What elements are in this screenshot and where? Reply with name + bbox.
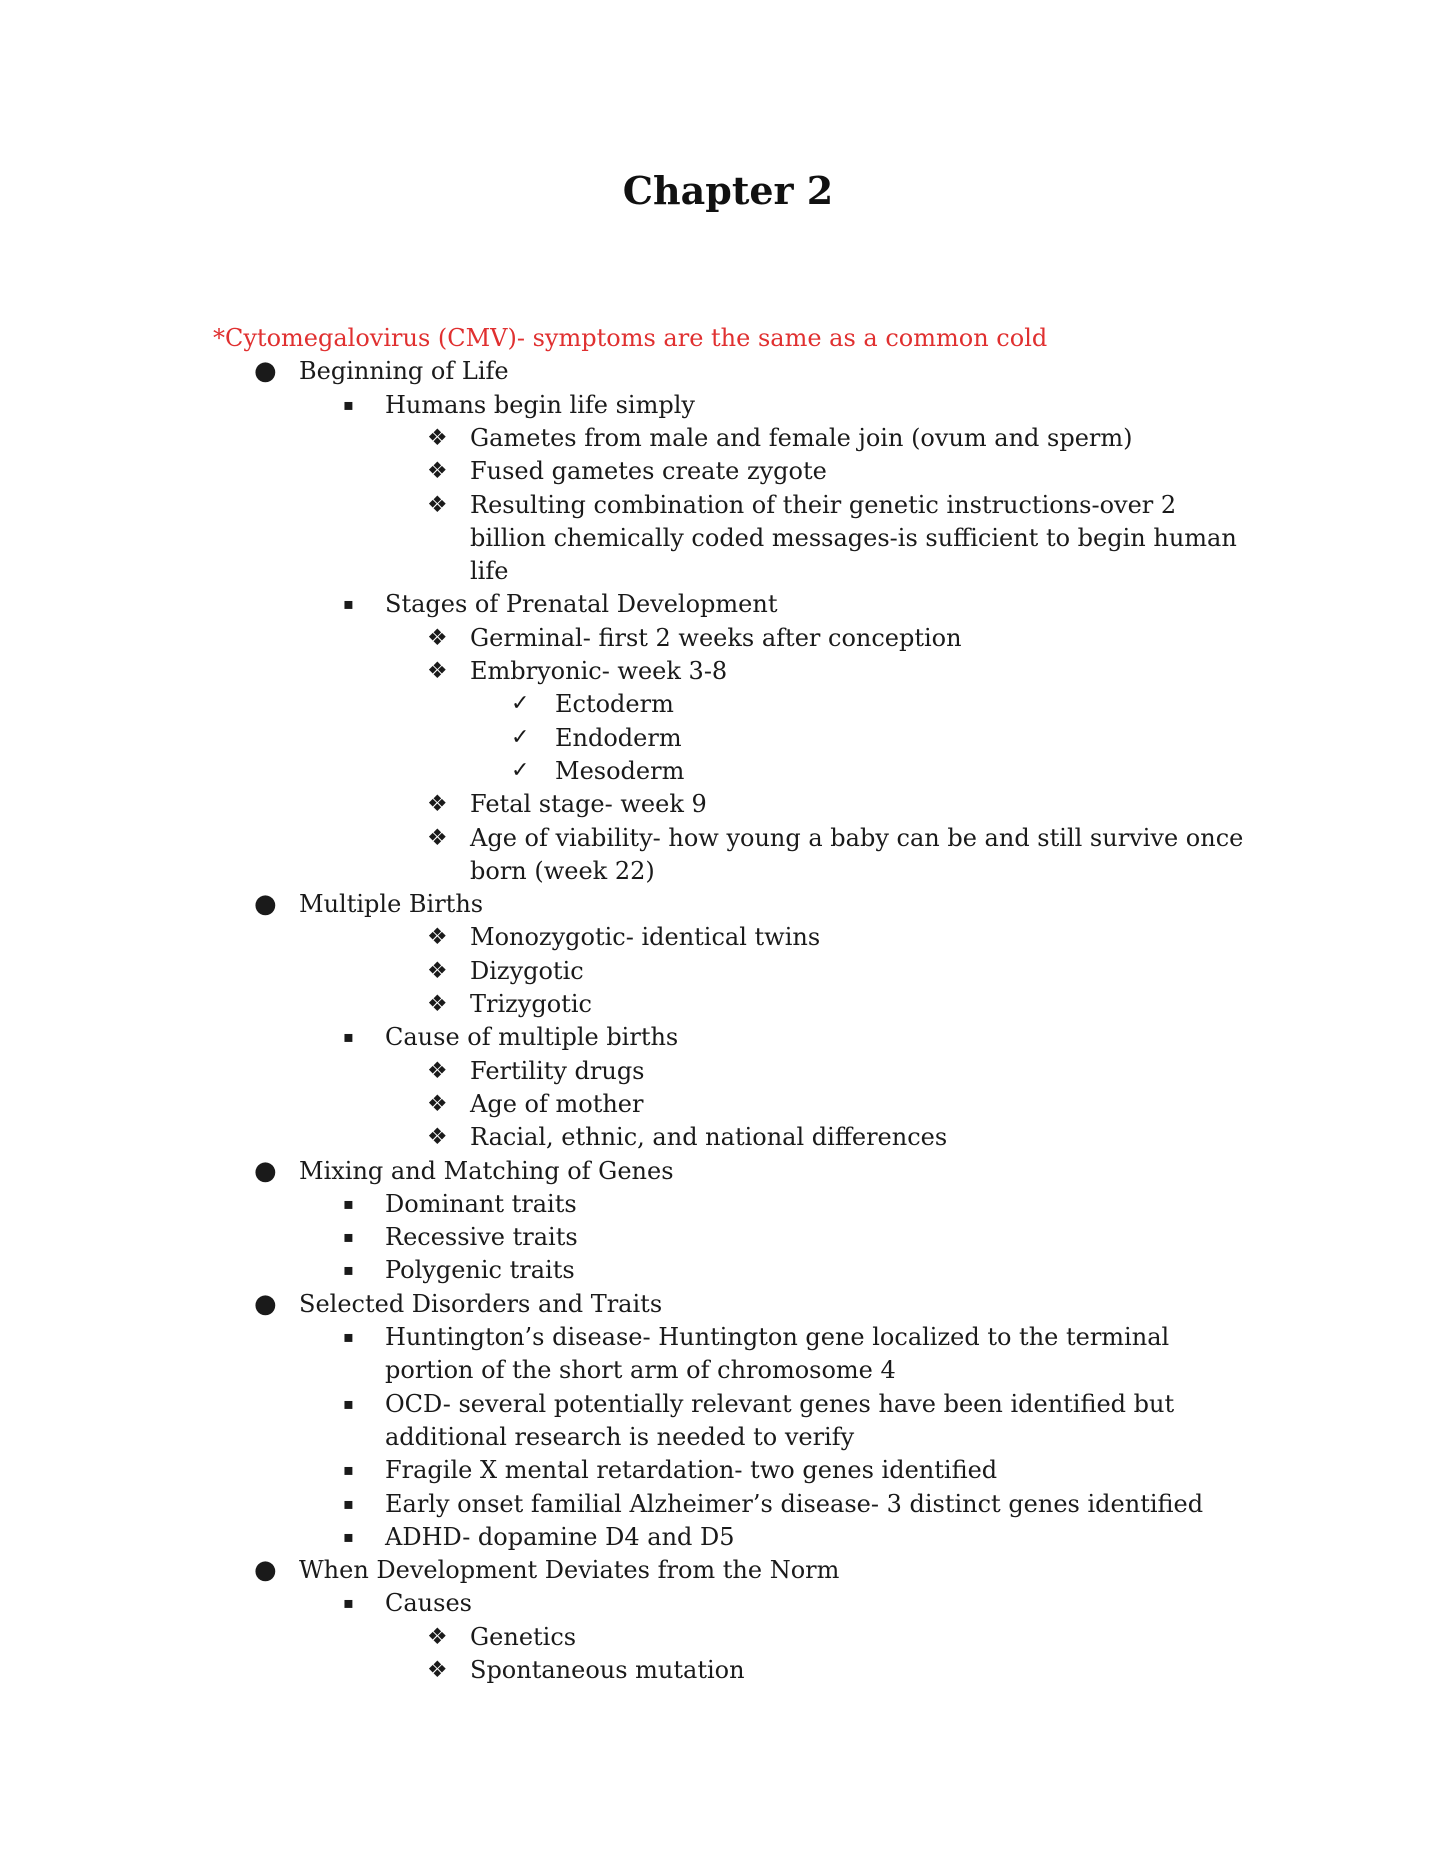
outline-item-text: ADHD- dopamine D4 and D5 bbox=[385, 1522, 735, 1551]
diamond-bullet-icon: ❖ bbox=[427, 458, 448, 485]
square-bullet-icon: ▪ bbox=[343, 1526, 354, 1546]
outline-item-text: Spontaneous mutation bbox=[470, 1656, 745, 1684]
square-bullet-icon: ▪ bbox=[343, 1260, 354, 1280]
outline-item-text: portion of the short arm of chromosome 4 bbox=[385, 1356, 896, 1385]
diamond-bullet-icon: ❖ bbox=[427, 957, 448, 984]
outline-item-text: Dominant traits bbox=[385, 1189, 577, 1218]
outline-item-text: Beginning of Life bbox=[299, 357, 509, 386]
diamond-bullet-icon: ❖ bbox=[427, 791, 448, 818]
outline-item-text: Monozygotic- identical twins bbox=[470, 923, 821, 952]
outline-item-text: Multiple Births bbox=[299, 890, 484, 919]
outline-item-text: Early onset familial Alzheimer’s disease- 3 distinct genes identified bbox=[385, 1489, 1204, 1518]
diamond-bullet-icon: ❖ bbox=[427, 624, 448, 651]
diamond-bullet-icon: ❖ bbox=[427, 491, 448, 518]
square-bullet-icon: ▪ bbox=[343, 394, 354, 414]
square-bullet-icon: ▪ bbox=[343, 1227, 354, 1247]
square-bullet-icon: ▪ bbox=[343, 1327, 354, 1346]
square-bullet-icon: ▪ bbox=[343, 1493, 354, 1513]
diamond-bullet-icon: ❖ bbox=[427, 1657, 448, 1683]
checkmark-bullet-icon: ✓ bbox=[511, 757, 530, 783]
outline-item-text: Age of mother bbox=[470, 1089, 644, 1118]
diamond-bullet-icon: ❖ bbox=[427, 658, 448, 684]
outline-item-text: Selected Disorders and Traits bbox=[299, 1289, 663, 1318]
diamond-bullet-icon: ❖ bbox=[427, 1057, 448, 1084]
square-bullet-icon: ▪ bbox=[343, 594, 354, 614]
outline-item-text: Germinal- first 2 weeks after conception bbox=[470, 623, 962, 652]
cmv-note: *Cytomegalovirus (CMV)- symptoms are the same as a common cold bbox=[213, 324, 1048, 352]
disc-bullet-icon: ● bbox=[254, 1288, 277, 1319]
outline-item-text: Fused gametes create zygote bbox=[470, 457, 827, 486]
outline-item-text: Genetics bbox=[470, 1622, 577, 1651]
outline-item-text: Humans begin life simply bbox=[385, 390, 695, 419]
outline-item-text: Causes bbox=[385, 1589, 472, 1618]
outline-item-text: When Development Deviates from the Norm bbox=[299, 1556, 840, 1585]
diamond-bullet-icon: ❖ bbox=[427, 824, 448, 851]
outline-item-text: Gametes from male and female join (ovum and sperm) bbox=[470, 423, 1133, 452]
outline-item-text: Ectoderm bbox=[555, 690, 674, 719]
disc-bullet-icon: ● bbox=[254, 1555, 277, 1586]
diamond-bullet-icon: ❖ bbox=[427, 1090, 448, 1117]
square-bullet-icon: ▪ bbox=[343, 1460, 354, 1480]
outline-item-text: Fertility drugs bbox=[470, 1056, 645, 1085]
outline-item-text: OCD- several potentially relevant genes have been identified but bbox=[385, 1389, 1175, 1418]
outline-item-text: Resulting combination of their genetic instructions-over 2 bbox=[470, 490, 1177, 519]
square-bullet-icon: ▪ bbox=[343, 1193, 354, 1213]
outline-item-text: Mixing and Matching of Genes bbox=[299, 1156, 674, 1185]
outline-item-text: Fetal stage- week 9 bbox=[470, 790, 707, 819]
outline-item-text: Age of viability- how young a baby can be and still survive once bbox=[470, 823, 1244, 852]
disc-bullet-icon: ● bbox=[254, 1155, 277, 1186]
outline-item-text: Stages of Prenatal Development bbox=[385, 590, 778, 619]
outline-item-text: additional research is needed to verify bbox=[385, 1422, 855, 1451]
checkmark-bullet-icon: ✓ bbox=[511, 691, 530, 717]
outline-item-text: life bbox=[470, 557, 509, 586]
diamond-bullet-icon: ❖ bbox=[427, 1124, 448, 1151]
diamond-bullet-icon: ❖ bbox=[427, 424, 448, 451]
outline-item-text: Dizygotic bbox=[470, 956, 584, 985]
outline-item-text: Cause of multiple births bbox=[385, 1023, 679, 1052]
outline-item-text: Recessive traits bbox=[385, 1223, 578, 1252]
outline-item-text: billion chemically coded messages-is sufficient to begin human bbox=[470, 523, 1237, 552]
disc-bullet-icon: ● bbox=[254, 889, 277, 920]
disc-bullet-icon: ● bbox=[254, 356, 277, 387]
outline-item-text: Embryonic- week 3-8 bbox=[470, 657, 728, 685]
outline-item-text: Polygenic traits bbox=[385, 1256, 575, 1285]
outline-item-text: born (week 22) bbox=[470, 856, 655, 885]
square-bullet-icon: ▪ bbox=[343, 1027, 354, 1047]
diamond-bullet-icon: ❖ bbox=[427, 1623, 448, 1650]
outline-item-text: Racial, ethnic, and national differences bbox=[470, 1123, 948, 1152]
outline-item-text: Trizygotic bbox=[470, 990, 592, 1018]
diamond-bullet-icon: ❖ bbox=[427, 924, 448, 951]
checkmark-bullet-icon: ✓ bbox=[511, 724, 530, 750]
outline-item-text: Huntington’s disease- Huntington gene localized to the terminal bbox=[385, 1323, 1170, 1351]
square-bullet-icon: ▪ bbox=[343, 1393, 354, 1413]
outline-item-text: Fragile X mental retardation- two genes identified bbox=[385, 1456, 998, 1485]
page-title: Chapter 2 bbox=[622, 168, 834, 213]
outline-item-text: Mesoderm bbox=[555, 756, 685, 785]
diamond-bullet-icon: ❖ bbox=[427, 991, 448, 1017]
outline-item-text: Endoderm bbox=[555, 723, 682, 752]
square-bullet-icon: ▪ bbox=[343, 1593, 354, 1613]
